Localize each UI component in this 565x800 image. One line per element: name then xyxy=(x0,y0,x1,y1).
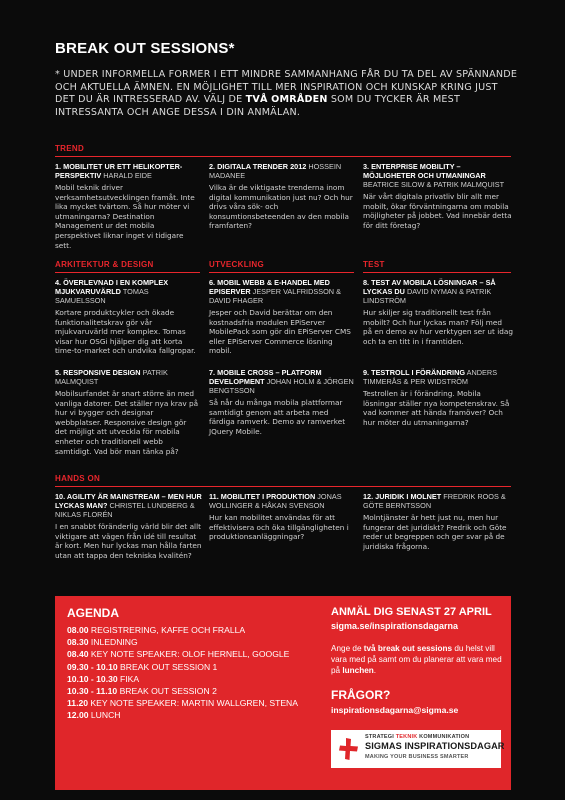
registration-text-part: Ange de xyxy=(331,644,364,653)
logo-wordmark: SIGMAS INSPIRATIONSDAGAR xyxy=(365,741,505,751)
logo-tagline: MAKING YOUR BUSINESS SMARTER xyxy=(365,754,469,760)
session-title: 11. MOBILITET I PRODUKTION xyxy=(209,492,316,501)
agenda-item xyxy=(67,648,322,660)
session-title: 12. JURIDIK I MOLNET xyxy=(363,492,442,501)
session-description: I en snabbt föränderlig värld blir det allt viktigare att vägen från idé till resultat är kort. Men hur lyckas man hålla farten utan att tappa den tekniska kvalitén? xyxy=(55,522,202,560)
session-3 xyxy=(363,162,513,230)
session-6 xyxy=(209,278,354,356)
session-speaker: JOHAN HOLM & JÖRGEN BENGTSSON xyxy=(209,377,354,395)
agenda-text: REGISTRERING, KAFFE OCH FRALLA xyxy=(90,625,246,635)
session-speaker: HARALD EIDE xyxy=(103,171,152,180)
session-title: 9. TESTROLL I FÖRÄNDRING xyxy=(363,368,466,377)
section-utveckling-rule xyxy=(209,272,354,273)
session-description: Mobil teknik driver verksamhetsutvecklingen framåt. Inte lika mycket tvärtom. Så hur möter vi utmaningarna? Destination Management ur det mobila perspektivet liknar inget vi tidigare sett. xyxy=(55,183,195,250)
section-utveckling: UTVECKLING xyxy=(209,260,264,269)
sigma-logo xyxy=(331,730,505,768)
section-hands-on-rule xyxy=(55,486,511,487)
session-1 xyxy=(55,162,200,250)
session-description: När vårt digitala privatliv blir allt mer mobilt, ökar förväntningarna om mobila möjligheter på jobbet. Vad innebär detta för ditt företag? xyxy=(363,192,512,230)
plus-cross-icon xyxy=(337,736,361,762)
session-speaker: ANDERS TIMMERÅS & PER WIDSTRÖM xyxy=(363,368,498,386)
session-4 xyxy=(55,278,200,356)
session-description: Så når du många mobila plattformar samtidigt genom att arbeta med färdiga ramverk. Demo av ramverket JQuery Mobile. xyxy=(209,398,346,436)
intro-before: * UNDER INFORMELLA FORMER I ETT MINDRE SAMMANHANG FÅR DU TA DEL AV SPÄNNANDE OCH AKTUELLA ÄMNEN. EN MÖJLIGHET TILL MER INSPIRATION OCH KUNSKAP KRING JUST DET DU ÄR INTRESSERAD AV. VÄLJ DE xyxy=(55,69,518,106)
agenda-title: AGENDA xyxy=(67,606,120,620)
session-speaker: FREDRIK ROOS & GÖTE BERNTSSON xyxy=(363,492,506,510)
session-8 xyxy=(363,278,513,346)
session-11 xyxy=(209,492,354,542)
session-title: 6. MOBIL WEBB & E-HANDEL MED EPISERVER xyxy=(209,278,330,296)
session-description: Kortare produktcykler och ökade funktionalitetskrav gör vår mjukvaruvärld mer komplex. Tomas visar hur OSGi hjälper dig att korta time-to-market och undvika fallgropar. xyxy=(55,308,196,356)
agenda-time: 09.30 - 10.10 xyxy=(67,661,118,672)
registration-text-bold: lunchen xyxy=(342,666,374,675)
section-arkitektur: ARKITEKTUR & DESIGN xyxy=(55,260,154,269)
session-description: Jesper och David berättar om den kostnadsfria modulen EPiServer MobilePack som gör din EPiServer CMS eller EPiServer Commerce lösning mobil. xyxy=(209,308,351,356)
section-arkitektur-rule xyxy=(55,272,200,273)
section-test: TEST xyxy=(363,260,385,269)
registration-text-bold: två break out sessions xyxy=(363,644,453,653)
session-10 xyxy=(55,492,203,560)
section-hands-on: HANDS ON xyxy=(55,474,101,483)
session-title: 2. DIGITALA TRENDER 2012 xyxy=(209,162,307,171)
agenda-time: 10.10 - 10.30 xyxy=(67,673,118,684)
session-2 xyxy=(209,162,354,231)
agenda-list xyxy=(67,624,322,722)
session-speaker: JONAS WOLLINGER & HÅKAN SVENSON xyxy=(209,492,342,510)
intro-after: SOM DU TYCKER ÄR MEST INTRESSANTA OCH ANGE DESSA I DIN ANMÄLAN. xyxy=(55,94,461,118)
page-title: BREAK OUT SESSIONS* xyxy=(55,40,235,57)
session-title: 10. AGILITY ÄR MAINSTREAM – MEN HUR LYCKAS MAN? xyxy=(55,492,202,510)
session-speaker: HOSSEIN MADANEE xyxy=(209,162,342,180)
session-9 xyxy=(363,368,513,427)
agenda-text: BREAK OUT SESSION 1 xyxy=(120,661,218,672)
agenda-text: KEY NOTE SPEAKER: MARTIN WALLGREN, STENA xyxy=(90,698,298,709)
session-speaker: CHRISTEL LUNDBERG & NIKLAS FLORÉN xyxy=(55,501,195,519)
agenda-time: 12.00 xyxy=(67,710,89,721)
agenda-text: INLEDNING xyxy=(90,637,138,648)
agenda-item xyxy=(67,673,322,685)
agenda-item xyxy=(67,685,322,697)
logo-top-text: KOMMUNIKATION xyxy=(417,734,470,740)
registration-text xyxy=(331,643,503,676)
session-description: Hur skiljer sig traditionellt test från mobilt? Och hur lyckas man? Följ med på en demo av hur verktygen ser ut idag och ta en titt in i framtiden. xyxy=(363,308,514,346)
session-description: Molntjänster är hett just nu, men hur fungerar det juridiskt? Fredrik och Göte reder ut begreppen och ger svar på de juridiska frågorna. xyxy=(363,513,507,551)
agenda-item xyxy=(67,636,322,648)
agenda-text: KEY NOTE SPEAKER: OLOF HERNELL, GOOGLE xyxy=(90,649,290,660)
session-title: 8. TEST AV MOBILA LÖSNINGAR – SÅ LYCKAS DU xyxy=(363,278,496,296)
agenda-text: BREAK OUT SESSION 2 xyxy=(119,686,217,697)
logo-top-text: STRATEGI xyxy=(365,734,396,740)
session-description: Mobilsurfandet är snart större än med vanliga datorer. Det ställer nya krav på hur vi bygger och designar webbplatser. Responsive design gör det möjligt att utveckla för mobila enheter och traditionell webb samtidigt. Vad bör man tänka på? xyxy=(55,389,199,456)
agenda-item xyxy=(67,709,322,721)
agenda-time: 08.00 xyxy=(67,625,89,635)
intro-text xyxy=(55,69,520,119)
agenda-item xyxy=(67,661,322,673)
session-description: Hur kan mobilitet användas för att effektivisera och öka tillgängligheten i produktionsanläggningar? xyxy=(209,513,349,542)
session-speaker: PATRIK MALMQUIST xyxy=(55,368,168,386)
session-title: 5. RESPONSIVE DESIGN xyxy=(55,368,141,377)
registration-link[interactable]: sigma.se/inspirationsdagarna xyxy=(331,621,459,631)
agenda-item xyxy=(67,697,322,709)
logo-tagline-top xyxy=(365,734,469,740)
section-trend: TREND xyxy=(55,144,85,153)
section-test-rule xyxy=(363,272,511,273)
agenda-time: 10.30 - 11.10 xyxy=(67,686,118,697)
section-trend-rule xyxy=(55,156,511,157)
agenda-item xyxy=(67,624,322,636)
registration-text-part: du helst vill vara med på samt om du planerar att vara med på xyxy=(331,644,502,675)
session-title: 7. MOBILE CROSS – PLATFORM DEVELOPMENT xyxy=(209,368,322,386)
session-description: Testrollen är i förändring. Mobila lösningar ställer nya kompetenskrav. Så vad kommer att hända framöver? Och hur möter du utmaningarna? xyxy=(363,389,510,427)
session-title: 1. MOBILITET UR ETT HELIKOPTER-PERSPEKTIV xyxy=(55,162,183,180)
agenda-panel xyxy=(55,596,511,790)
session-12 xyxy=(363,492,513,551)
logo-top-accent: TEKNIK xyxy=(395,734,418,740)
agenda-time: 08.30 xyxy=(67,637,89,648)
registration-column xyxy=(331,606,503,715)
session-speaker: BEATRICE SILOW & PATRIK MALMQUIST xyxy=(363,180,505,189)
agenda-time: 11.20 xyxy=(67,698,89,709)
agenda-time: 08.40 xyxy=(67,649,89,660)
session-5 xyxy=(55,368,200,456)
intro-bold: TVÅ OMRÅDEN xyxy=(245,94,328,106)
session-speaker: JESPER VALFRIDSSON & DAVID FHAGER xyxy=(209,287,341,305)
session-title: 3. ENTERPRISE MOBILITY – MÖJLIGHETER OCH UTMANINGAR xyxy=(363,162,486,180)
registration-title: ANMÄL DIG SENAST 27 APRIL xyxy=(331,606,492,618)
session-speaker: TOMAS SAMUELSSON xyxy=(55,287,149,305)
session-description: Vilka är de viktigaste trenderna inom digital kommunikation just nu? Och hur drivs våra sök- och konsumtionsbeteenden av den mobila framfarten? xyxy=(209,183,353,231)
session-7 xyxy=(209,368,354,436)
session-title: 4. ÖVERLEVNAD I EN KOMPLEX MJUKVARUVÄRLD xyxy=(55,278,169,296)
agenda-text: LUNCH xyxy=(90,710,121,721)
agenda-text: FIKA xyxy=(120,673,140,684)
questions-email-link[interactable]: inspirationsdagarna@sigma.se xyxy=(331,705,459,715)
session-speaker: DAVID NYMAN & PATRIK LINDSTRÖM xyxy=(363,287,492,305)
registration-text-part: . xyxy=(373,666,377,675)
questions-title: FRÅGOR? xyxy=(331,688,391,702)
